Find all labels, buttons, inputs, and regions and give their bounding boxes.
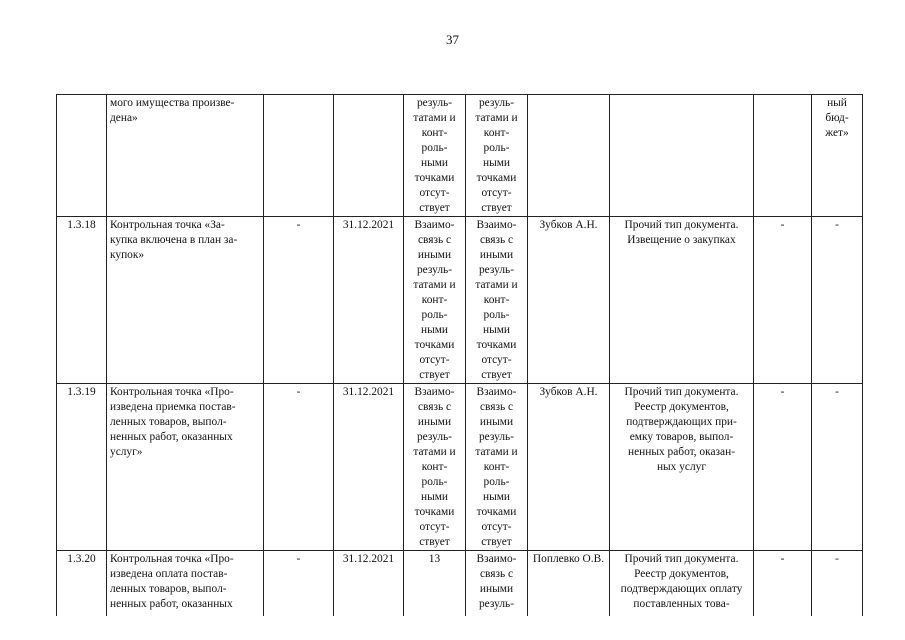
start-date: -: [264, 384, 334, 551]
end-date: 31.12.2021: [334, 384, 404, 551]
budget-source: -: [812, 551, 863, 617]
document-type: [610, 95, 754, 217]
control-point-name: Контрольная точка «Про- изведена оплата постав- ленных товаров, выпол- ненных работ, оказанных: [107, 551, 264, 617]
column-9-value: -: [754, 217, 812, 384]
responsible-person: [528, 95, 610, 217]
column-9-value: -: [754, 384, 812, 551]
successor-link: Взаимо- связь с иными резуль- татами и конт- роль- ными точками отсут- ствует: [466, 217, 528, 384]
row-number: [57, 95, 107, 217]
document-type: Прочий тип документа. Реестр документов, подтверждающих оплату поставленных това-: [610, 551, 754, 617]
responsible-person: Зубков А.Н.: [528, 384, 610, 551]
successor-link: Взаимо- связь с иными резуль-: [466, 551, 528, 617]
row-number: 1.3.20: [57, 551, 107, 617]
budget-source: -: [812, 384, 863, 551]
budget-source: -: [812, 217, 863, 384]
column-9-value: [754, 95, 812, 217]
start-date: -: [264, 217, 334, 384]
control-point-name: Контрольная точка «За- купка включена в план за- купок»: [107, 217, 264, 384]
predecessor-link: Взаимо- связь с иными резуль- татами и конт- роль- ными точками отсут- ствует: [404, 217, 466, 384]
responsible-person: Зубков А.Н.: [528, 217, 610, 384]
budget-source: ный бюд- жет»: [812, 95, 863, 217]
predecessor-link: 13: [404, 551, 466, 617]
control-points-table: [56, 94, 863, 616]
end-date: 31.12.2021: [334, 217, 404, 384]
end-date: [334, 95, 404, 217]
column-9-value: -: [754, 551, 812, 617]
predecessor-link: Взаимо- связь с иными резуль- татами и конт- роль- ными точками отсут- ствует: [404, 384, 466, 551]
successor-link: Взаимо- связь с иными резуль- татами и конт- роль- ными точками отсут- ствует: [466, 384, 528, 551]
responsible-person: Поплевко О.В.: [528, 551, 610, 617]
start-date: -: [264, 551, 334, 617]
control-point-name: мого имущества произве- дена»: [107, 95, 264, 217]
table-row: [57, 384, 863, 551]
predecessor-link: резуль- татами и конт- роль- ными точками отсут- ствует: [404, 95, 466, 217]
document-type: Прочий тип документа. Извещение о закупках: [610, 217, 754, 384]
table-row: [57, 551, 863, 617]
table-row: [57, 95, 863, 217]
row-number: 1.3.19: [57, 384, 107, 551]
document-type: Прочий тип документа. Реестр документов, подтверждающих при- емку товаров, выпол- ненных работ, оказан- ных услуг: [610, 384, 754, 551]
row-number: 1.3.18: [57, 217, 107, 384]
start-date: [264, 95, 334, 217]
successor-link: резуль- татами и конт- роль- ными точками отсут- ствует: [466, 95, 528, 217]
table-row: [57, 217, 863, 384]
page-number: 37: [446, 32, 459, 47]
end-date: 31.12.2021: [334, 551, 404, 617]
control-point-name: Контрольная точка «Про- изведена приемка постав- ленных товаров, выпол- ненных работ, оказанных услуг»: [107, 384, 264, 551]
